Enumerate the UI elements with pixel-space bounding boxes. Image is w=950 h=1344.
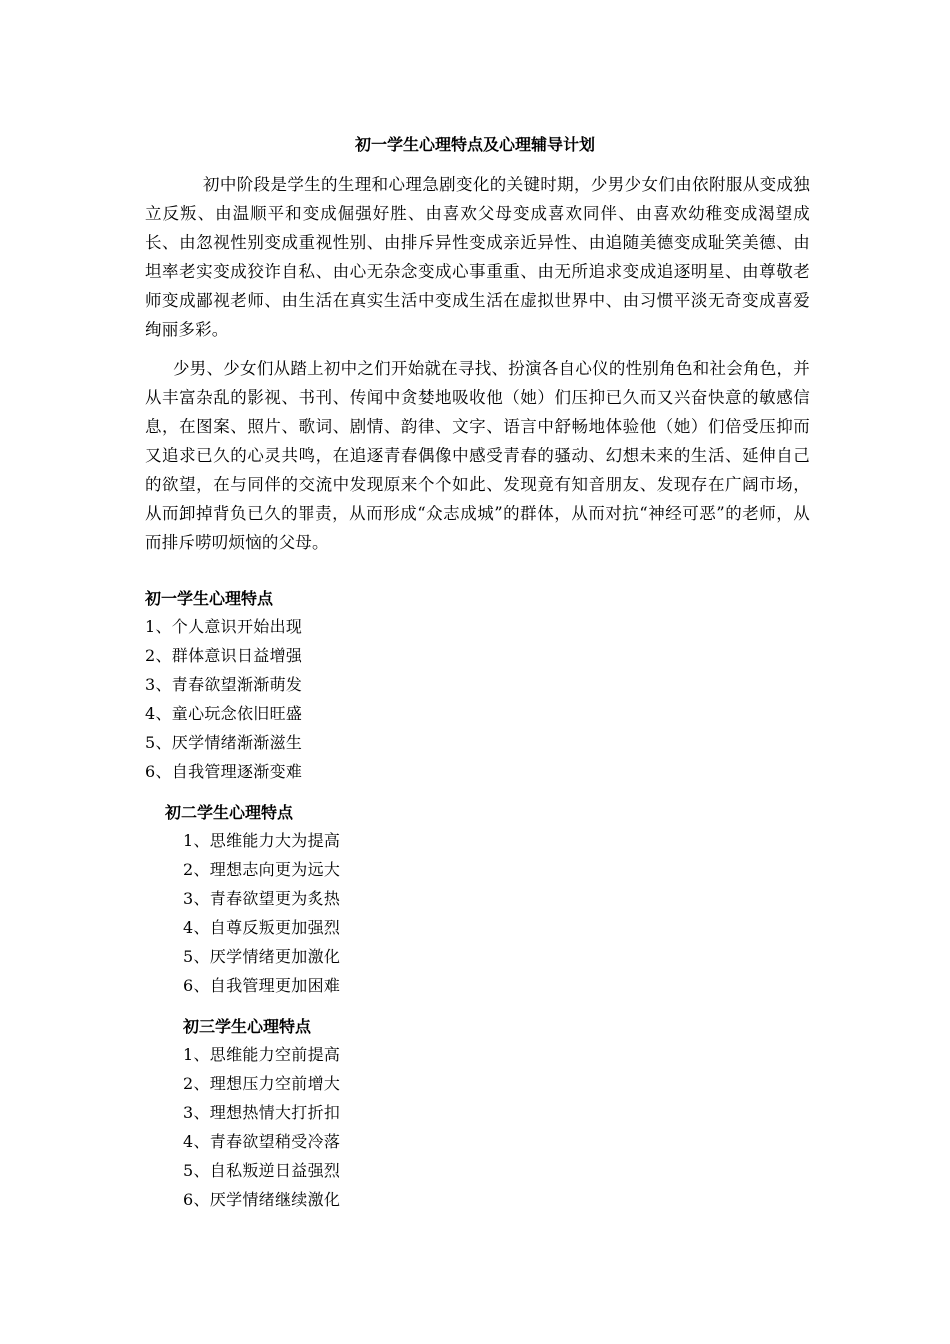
list-item: 4、青春欲望稍受冷落 (183, 1132, 341, 1151)
list-item: 6、自我管理逐渐变难 (145, 762, 303, 781)
list-item: 3、理想热情大打折扣 (183, 1103, 341, 1122)
grade-three-list (183, 1040, 340, 1214)
document-title: 初一学生心理特点及心理辅导计划 (354, 135, 595, 154)
list-item: 1、思维能力大为提高 (183, 831, 341, 850)
section-heading-grade-two: 初二学生心理特点 (165, 803, 294, 822)
list-item: 4、童心玩念依旧旺盛 (145, 704, 303, 723)
list-item: 2、理想压力空前增大 (183, 1074, 341, 1093)
grade-two-list (183, 826, 340, 1000)
list-item: 3、青春欲望更为炙热 (183, 889, 341, 908)
list-item: 1、思维能力空前提高 (183, 1045, 341, 1064)
second-paragraph: 少男、少女们从踏上初中之们开始就在寻找、扮演各自心仪的性别角色和社会角色，并从丰富杂乱的影视、书刊、传闻中贪婪地吸收他（她）们压抑已久而又兴奋快意的敏感信息，在图案、照片、歌词、剧情、韵律、文字、语言中舒畅地体验他（她）们倍受压抑而又追求已久的心灵共鸣，在追逐青春偶像中感受青春的骚动、幻想未来的生活、延伸自己的欲望，在与同伴的交流中发现原来个个如此、发现竟有知音朋友、发现存在广阔市场，从而卸掉背负已久的罪责，从而形成“众志成城”的群体，从而对抗“神经可恶”的老师，从而排斥唠叨烦恼的父母。 (145, 359, 810, 552)
list-item: 2、群体意识日益增强 (145, 646, 303, 665)
section-heading-grade-three: 初三学生心理特点 (183, 1017, 312, 1036)
list-item: 4、自尊反叛更加强烈 (183, 918, 341, 937)
list-item: 5、自私叛逆日益强烈 (183, 1161, 341, 1180)
list-item: 6、厌学情绪继续激化 (183, 1190, 341, 1209)
list-item: 5、厌学情绪更加激化 (183, 947, 341, 966)
list-item: 6、自我管理更加困难 (183, 976, 341, 995)
list-item: 2、理想志向更为远大 (183, 860, 341, 879)
grade-one-list (145, 612, 302, 786)
list-item: 3、青春欲望渐渐萌发 (145, 675, 303, 694)
section-heading-grade-one: 初一学生心理特点 (145, 589, 274, 608)
list-item: 1、个人意识开始出现 (145, 617, 303, 636)
list-item: 5、厌学情绪渐渐滋生 (145, 733, 303, 752)
intro-paragraph: 初中阶段是学生的生理和心理急剧变化的关键时期，少男少女们由依附服从变成独立反叛、由温顺平和变成倔强好胜、由喜欢父母变成喜欢同伴、由喜欢幼稚变成渴望成长、由忽视性别变成重视性别、由排斥异性变成亲近异性、由追随美德变成耻笑美德、由坦率老实变成狡诈自私、由心无杂念变成心事重重、由无所追求变成追逐明星、由尊敬老师变成鄙视老师、由生活在真实生活中变成生活在虚拟世界中、由习惯平淡无奇变成喜爱绚丽多彩。 (145, 175, 810, 339)
